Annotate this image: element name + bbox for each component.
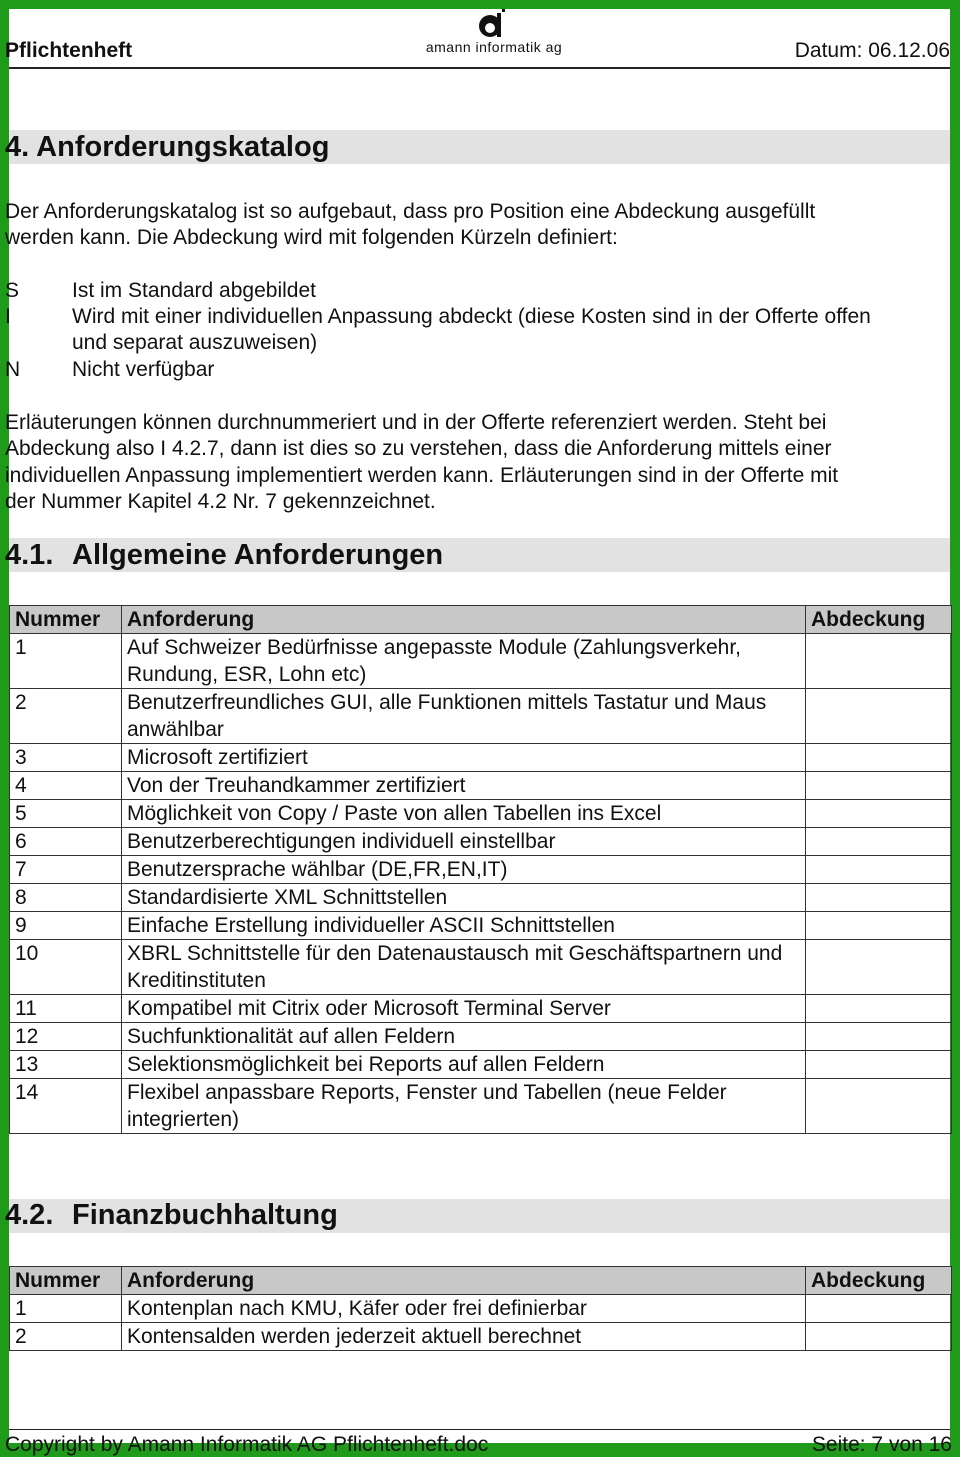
table-row bbox=[10, 800, 952, 828]
requirement-text: Suchfunktionalität auf allen Feldern bbox=[122, 1023, 806, 1051]
abbreviation-text bbox=[72, 357, 214, 383]
coverage-cell[interactable] bbox=[806, 800, 952, 828]
explanation-line: der Nummer Kapitel 4.2 Nr. 7 gekennzeichnet. bbox=[5, 490, 436, 514]
abbreviation-line: und separat auszuweisen) bbox=[72, 331, 318, 355]
coverage-cell[interactable] bbox=[806, 1323, 952, 1351]
footer-copyright: Copyright by Amann Informatik AG Pflichtenheft.doc bbox=[5, 1433, 489, 1456]
requirement-number: 14 bbox=[10, 1079, 122, 1134]
requirement-number: 11 bbox=[10, 995, 122, 1023]
coverage-cell[interactable] bbox=[806, 1079, 952, 1134]
requirement-number: 12 bbox=[10, 1023, 122, 1051]
intro-paragraph bbox=[5, 199, 815, 252]
header-date: Datum: 06.12.06 bbox=[794, 39, 950, 62]
requirement-number: 3 bbox=[10, 744, 122, 772]
coverage-cell[interactable] bbox=[806, 884, 952, 912]
subsection-heading: Finanzbuchhaltung bbox=[72, 1199, 338, 1231]
company-name: amann informatik ag bbox=[425, 39, 563, 55]
abbreviation-line: Ist im Standard abgebildet bbox=[72, 279, 316, 302]
coverage-cell[interactable] bbox=[806, 1295, 952, 1323]
requirement-text: Einfache Erstellung individueller ASCII Schnittstellen bbox=[122, 912, 806, 940]
table-row bbox=[10, 1295, 952, 1323]
subsection-number: 4.2. bbox=[5, 1199, 54, 1231]
intro-line: werden kann. Die Abdeckung wird mit folgenden Kürzeln definiert: bbox=[5, 226, 618, 250]
requirement-text: Flexibel anpassbare Reports, Fenster und Tabellen (neue Felder integrierten) bbox=[122, 1079, 806, 1134]
column-header-requirement: Anforderung bbox=[122, 1267, 806, 1295]
requirement-number: 7 bbox=[10, 856, 122, 884]
coverage-cell[interactable] bbox=[806, 912, 952, 940]
requirement-text: Von der Treuhandkammer zertifiziert bbox=[122, 772, 806, 800]
coverage-cell[interactable] bbox=[806, 940, 952, 995]
abbreviation-line: Nicht verfügbar bbox=[72, 358, 215, 381]
abbreviation-line: Wird mit einer individuellen Anpassung abdeckt (diese Kosten sind in der Offerte offen bbox=[72, 305, 871, 328]
column-header-number: Nummer bbox=[10, 606, 122, 634]
column-header-coverage: Abdeckung bbox=[806, 1267, 952, 1295]
requirement-text: Auf Schweizer Bedürfnisse angepasste Module (Zahlungsverkehr, Rundung, ESR, Lohn etc) bbox=[122, 634, 806, 689]
table-header-row bbox=[10, 606, 952, 634]
table-row bbox=[10, 744, 952, 772]
requirement-text: Microsoft zertifiziert bbox=[122, 744, 806, 772]
coverage-cell[interactable] bbox=[806, 828, 952, 856]
table-row bbox=[10, 1023, 952, 1051]
requirement-number: 4 bbox=[10, 772, 122, 800]
table-row bbox=[10, 1051, 952, 1079]
table-row bbox=[10, 828, 952, 856]
coverage-cell[interactable] bbox=[806, 772, 952, 800]
requirement-number: 6 bbox=[10, 828, 122, 856]
requirement-text: Standardisierte XML Schnittstellen bbox=[122, 884, 806, 912]
requirement-text: XBRL Schnittstelle für den Datenaustausch mit Geschäftspartnern und Kreditinstituten bbox=[122, 940, 806, 995]
requirement-text: Kompatibel mit Citrix oder Microsoft Terminal Server bbox=[122, 995, 806, 1023]
coverage-cell[interactable] bbox=[806, 1051, 952, 1079]
logo-mark-icon bbox=[472, 9, 512, 43]
footer-page-number: Seite: 7 von 16 bbox=[811, 1433, 952, 1456]
column-header-coverage: Abdeckung bbox=[806, 606, 952, 634]
requirement-text: Kontenplan nach KMU, Käfer oder frei definierbar bbox=[122, 1295, 806, 1323]
abbreviation-code: I bbox=[5, 305, 11, 328]
coverage-cell[interactable] bbox=[806, 634, 952, 689]
table-body bbox=[10, 1295, 952, 1351]
footer-rule bbox=[9, 1429, 950, 1430]
abbreviation-code: N bbox=[5, 358, 21, 381]
table-row bbox=[10, 1323, 952, 1351]
table-row bbox=[10, 1079, 952, 1134]
table-row bbox=[10, 940, 952, 995]
table-row bbox=[10, 912, 952, 940]
requirement-text: Benutzersprache wählbar (DE,FR,EN,IT) bbox=[122, 856, 806, 884]
table-row bbox=[10, 884, 952, 912]
requirement-number: 1 bbox=[10, 634, 122, 689]
explanation-line: Abdeckung also I 4.2.7, dann ist dies so zu verstehen, dass die Anforderung mittels einer bbox=[5, 437, 832, 461]
requirement-number: 10 bbox=[10, 940, 122, 995]
coverage-cell[interactable] bbox=[806, 995, 952, 1023]
requirements-table bbox=[9, 605, 952, 1134]
requirements-table bbox=[9, 1266, 952, 1351]
requirement-number: 2 bbox=[10, 1323, 122, 1351]
requirement-number: 13 bbox=[10, 1051, 122, 1079]
coverage-cell[interactable] bbox=[806, 744, 952, 772]
coverage-cell[interactable] bbox=[806, 689, 952, 744]
requirement-number: 1 bbox=[10, 1295, 122, 1323]
requirement-text: Möglichkeit von Copy / Paste von allen Tabellen ins Excel bbox=[122, 800, 806, 828]
subsection-heading: Allgemeine Anforderungen bbox=[72, 539, 444, 571]
table-row bbox=[10, 856, 952, 884]
section-heading: 4. Anforderungskatalog bbox=[5, 131, 330, 163]
document-page bbox=[5, 9, 952, 1456]
subsection-number: 4.1. bbox=[5, 539, 54, 571]
table-header-row bbox=[10, 1267, 952, 1295]
table-row bbox=[10, 634, 952, 689]
requirement-number: 8 bbox=[10, 884, 122, 912]
requirement-number: 2 bbox=[10, 689, 122, 744]
header-doc-title: Pflichtenheft bbox=[5, 39, 133, 62]
explanation-paragraph bbox=[5, 410, 838, 516]
requirement-text: Benutzerberechtigungen individuell einstellbar bbox=[122, 828, 806, 856]
table-row bbox=[10, 689, 952, 744]
company-logo bbox=[414, 9, 574, 59]
coverage-cell[interactable] bbox=[806, 1023, 952, 1051]
explanation-line: individuellen Anpassung implementiert werden kann. Erläuterungen sind in der Offerte mit bbox=[5, 463, 839, 487]
column-header-number: Nummer bbox=[10, 1267, 122, 1295]
requirement-text: Kontensalden werden jederzeit aktuell berechnet bbox=[122, 1323, 806, 1351]
explanation-line: Erläuterungen können durchnummeriert und in der Offerte referenziert werden. Steht bei bbox=[5, 411, 827, 434]
abbreviation-text bbox=[72, 278, 316, 304]
coverage-cell[interactable] bbox=[806, 856, 952, 884]
requirement-text: Selektionsmöglichkeit bei Reports auf allen Feldern bbox=[122, 1051, 806, 1079]
column-header-requirement: Anforderung bbox=[122, 606, 806, 634]
abbreviation-text bbox=[72, 304, 871, 357]
abbreviation-code: S bbox=[5, 279, 20, 302]
header-rule bbox=[9, 67, 950, 69]
table-row bbox=[10, 772, 952, 800]
requirement-text: Benutzerfreundliches GUI, alle Funktionen mittels Tastatur und Maus anwählbar bbox=[122, 689, 806, 744]
table-row bbox=[10, 995, 952, 1023]
requirement-number: 9 bbox=[10, 912, 122, 940]
table-body bbox=[10, 634, 952, 1134]
requirement-number: 5 bbox=[10, 800, 122, 828]
intro-line: Der Anforderungskatalog ist so aufgebaut, dass pro Position eine Abdeckung ausgefüllt bbox=[5, 200, 816, 223]
